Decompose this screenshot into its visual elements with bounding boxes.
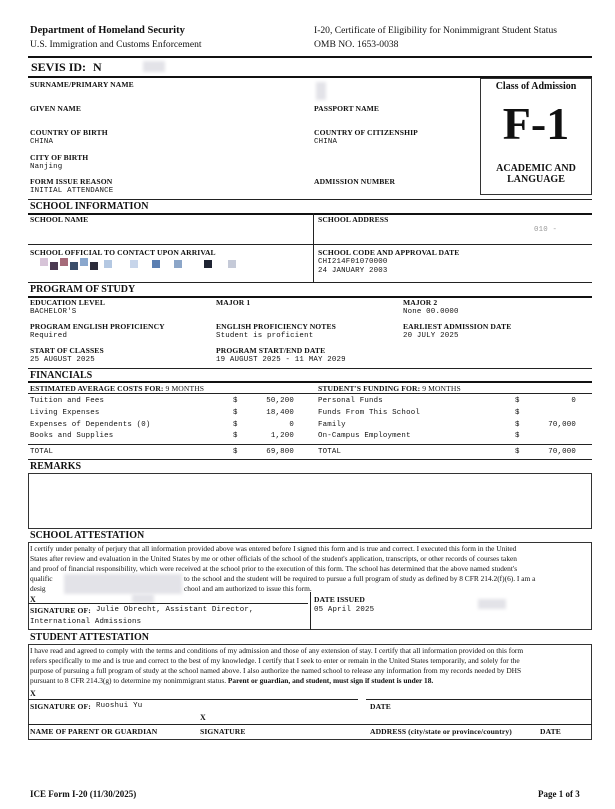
school-attestation-line: States after review and evaluation in the United States by me or other officials of the school of the student's application, transcripts, or other records of courses taken — [30, 554, 517, 563]
funding-total-label: TOTAL — [318, 448, 342, 456]
program-english-label: PROGRAM ENGLISH PROFICIENCY — [30, 322, 165, 331]
row-divider — [28, 244, 592, 245]
redacted-block — [316, 82, 326, 100]
form-title: I-20, Certificate of Eligibility for Nonimmigrant Student Status — [314, 25, 558, 36]
country-of-birth-value: CHINA — [30, 138, 54, 146]
school-attestation-line: desig — [30, 584, 46, 593]
funding-amount: 0 — [571, 397, 576, 405]
student-attestation-line: purpose of pursuing a full program of study at the school named above. I also authorize the named school to release any information from my records needed by DHS — [30, 666, 522, 675]
major1-label: MAJOR 1 — [216, 298, 251, 307]
start-of-classes-label: START OF CLASSES — [30, 346, 104, 355]
school-information-title: SCHOOL INFORMATION — [30, 201, 149, 212]
student-attestation-title: STUDENT ATTESTATION — [30, 632, 150, 643]
cost-amount: 18,400 — [266, 409, 294, 417]
earliest-admission-value: 20 JULY 2025 — [403, 332, 459, 340]
school-signature-label: SIGNATURE OF: — [30, 606, 91, 615]
school-code-label: SCHOOL CODE AND APPROVAL DATE — [318, 248, 460, 257]
page-number: Page 1 of 3 — [538, 789, 580, 799]
row-divider — [28, 393, 592, 394]
funding-currency: $ — [515, 397, 520, 405]
parent-name-label: NAME OF PARENT OR GUARDIAN — [30, 727, 158, 736]
school-signature-name: Julie Obrecht, Assistant Director, — [96, 606, 254, 614]
citizenship-value: CHINA — [314, 138, 338, 146]
student-date-label: DATE — [370, 702, 391, 711]
student-attestation-bold-note: Parent or guardian, and student, must sign if student is under 18. — [227, 676, 434, 685]
student-x-mark: X — [30, 689, 36, 698]
earliest-admission-label: EARLIEST ADMISSION DATE — [403, 322, 512, 331]
parent-signature-label: SIGNATURE — [200, 727, 246, 736]
agency-name: Department of Homeland Security — [30, 25, 185, 36]
major2-value: None 00.0000 — [403, 308, 459, 316]
date-issued-label: DATE ISSUED — [314, 595, 365, 604]
funding-name: Funds From This School — [318, 409, 420, 417]
cost-currency: $ — [233, 409, 238, 417]
column-divider — [313, 213, 314, 282]
omb-number: OMB NO. 1653-0038 — [314, 39, 399, 50]
city-of-birth-value: Nanjing — [30, 163, 63, 171]
education-level-value: BACHELOR'S — [30, 308, 77, 316]
student-attestation-line: pursuant to 8 CFR 214.3(g) to determine my nonimmigrant status. — [30, 676, 227, 685]
section-divider — [28, 213, 592, 215]
approval-date-value: 24 JANUARY 2003 — [318, 267, 388, 275]
cost-currency: $ — [233, 432, 238, 440]
funding-period: 9 MONTHS — [422, 384, 461, 393]
section-divider — [28, 296, 592, 298]
form-id: ICE Form I-20 (11/30/2025) — [30, 789, 137, 799]
class-of-admission-value: F-1 — [502, 98, 570, 149]
cost-amount: 1,200 — [270, 432, 294, 440]
sevis-id-label: SEVIS ID: — [31, 60, 87, 74]
program-english-value: Required — [30, 332, 68, 340]
funding-name: On-Campus Employment — [318, 432, 411, 440]
redacted-block — [132, 594, 154, 603]
cost-name: Books and Supplies — [30, 432, 114, 440]
school-address-fragment: 010 - — [534, 226, 558, 234]
parent-date-label: DATE — [540, 727, 561, 736]
section-divider — [28, 381, 592, 383]
sub-agency-name: U.S. Immigration and Customs Enforcement — [30, 39, 202, 50]
funding-currency: $ — [515, 432, 520, 440]
school-signature-office: International Admissions — [30, 618, 142, 626]
section-divider — [28, 459, 592, 460]
major2-label: MAJOR 2 — [403, 298, 438, 307]
student-attestation-line: refers specifically to me and is true and correct to the best of my knowledge. I certify that I seek to enter or remain in the United States temporarily, and solely for the — [30, 656, 520, 665]
parent-x-mark: X — [200, 713, 206, 722]
section-divider — [28, 282, 592, 283]
program-dates-label: PROGRAM START/END DATE — [216, 346, 326, 355]
parent-signature-line — [28, 724, 592, 725]
given-name-label: GIVEN NAME — [30, 104, 81, 113]
citizenship-label: COUNTRY OF CITIZENSHIP — [314, 128, 418, 137]
date-line — [366, 699, 592, 700]
program-dates-value: 19 AUGUST 2025 - 11 MAY 2029 — [216, 356, 346, 364]
education-level-label: EDUCATION LEVEL — [30, 298, 105, 307]
costs-total-label: TOTAL — [30, 448, 54, 456]
surname-label: SURNAME/PRIMARY NAME — [30, 80, 134, 89]
funding-name: Family — [318, 421, 346, 429]
school-attestation-title: SCHOOL ATTESTATION — [30, 530, 145, 541]
funding-currency: $ — [515, 409, 520, 417]
funding-label: STUDENT'S FUNDING FOR: — [318, 384, 421, 393]
costs-total-value: 69,800 — [266, 448, 294, 456]
sevis-id-value: N — [93, 60, 102, 74]
program-of-study-title: PROGRAM OF STUDY — [30, 284, 136, 295]
country-of-birth-label: COUNTRY OF BIRTH — [30, 128, 108, 137]
cost-name: Tuition and Fees — [30, 397, 105, 405]
english-notes-value: Student is proficient — [216, 332, 314, 340]
cost-currency: $ — [233, 397, 238, 405]
cost-amount: 50,200 — [266, 397, 294, 405]
class-of-admission-label: Class of Admission — [495, 81, 577, 92]
remarks-box — [28, 473, 592, 529]
funding-currency: $ — [515, 421, 520, 429]
school-attestation-line: chool and am authorized to issue this form. — [184, 584, 312, 593]
signature-line — [28, 603, 308, 604]
school-attestation-line: qualific — [30, 574, 53, 583]
funding-name: Personal Funds — [318, 397, 383, 405]
school-attestation-line: I certify under penalty of perjury that all information provided above was entered before I signed this form and is true and correct. I executed this form in the United — [30, 544, 517, 553]
issue-reason-label: FORM ISSUE REASON — [30, 177, 113, 186]
school-address-label: SCHOOL ADDRESS — [318, 215, 389, 224]
english-notes-label: ENGLISH PROFICIENCY NOTES — [216, 322, 336, 331]
student-signature-label: SIGNATURE OF: — [30, 702, 91, 711]
row-divider — [28, 444, 592, 445]
signature-x-mark: X — [30, 595, 36, 604]
city-of-birth-label: CITY OF BIRTH — [30, 153, 89, 162]
funding-total-value: 70,000 — [548, 448, 576, 456]
section-divider — [28, 199, 592, 200]
school-name-label: SCHOOL NAME — [30, 215, 89, 224]
financials-title: FINANCIALS — [30, 370, 93, 381]
passport-name-label: PASSPORT NAME — [314, 104, 380, 113]
cost-currency: $ — [233, 421, 238, 429]
date-issued-value: 05 April 2025 — [314, 606, 375, 614]
remarks-title: REMARKS — [30, 461, 82, 472]
funding-total-currency: $ — [515, 448, 520, 456]
issue-reason-value: INITIAL ATTENDANCE — [30, 187, 114, 195]
class-of-admission-desc: ACADEMIC AND LANGUAGE — [496, 163, 576, 185]
column-divider — [310, 592, 311, 630]
redacted-block — [478, 599, 506, 609]
costs-label: ESTIMATED AVERAGE COSTS FOR: — [30, 384, 164, 393]
start-of-classes-value: 25 AUGUST 2025 — [30, 356, 95, 364]
admission-number-label: ADMISSION NUMBER — [314, 177, 396, 186]
student-signature-line — [28, 699, 358, 700]
redacted-block — [64, 574, 182, 594]
cost-name: Living Expenses — [30, 409, 100, 417]
school-attestation-line: and proof of financial responsibility, which were received at the school prior to the execution of this form. The school has determined that the above named student's — [30, 564, 518, 573]
funding-amount: 70,000 — [548, 421, 576, 429]
parent-address-label: ADDRESS (city/state or province/country) — [370, 727, 512, 736]
school-attestation-line: to the school and the student will be required to pursue a full program of study as defined by 8 CFR 214.2(f)(6). I am a — [184, 574, 536, 583]
header-divider — [28, 56, 592, 58]
redacted-block — [143, 61, 165, 72]
student-signature-name: Ruoshui Yu — [96, 702, 143, 710]
costs-period: 9 MONTHS — [165, 384, 205, 393]
costs-total-currency: $ — [233, 448, 238, 456]
student-attestation-line: I have read and agreed to comply with the terms and conditions of my admission and those of any extension of stay. I certify that all information provided on this form — [30, 646, 524, 655]
cost-name: Expenses of Dependents (0) — [30, 421, 151, 429]
cost-amount: 0 — [289, 421, 294, 429]
dso-contact-label: SCHOOL OFFICIAL TO CONTACT UPON ARRIVAL — [30, 248, 216, 257]
section-divider — [28, 368, 592, 369]
school-code-value: CHI214F01070000 — [318, 258, 388, 266]
